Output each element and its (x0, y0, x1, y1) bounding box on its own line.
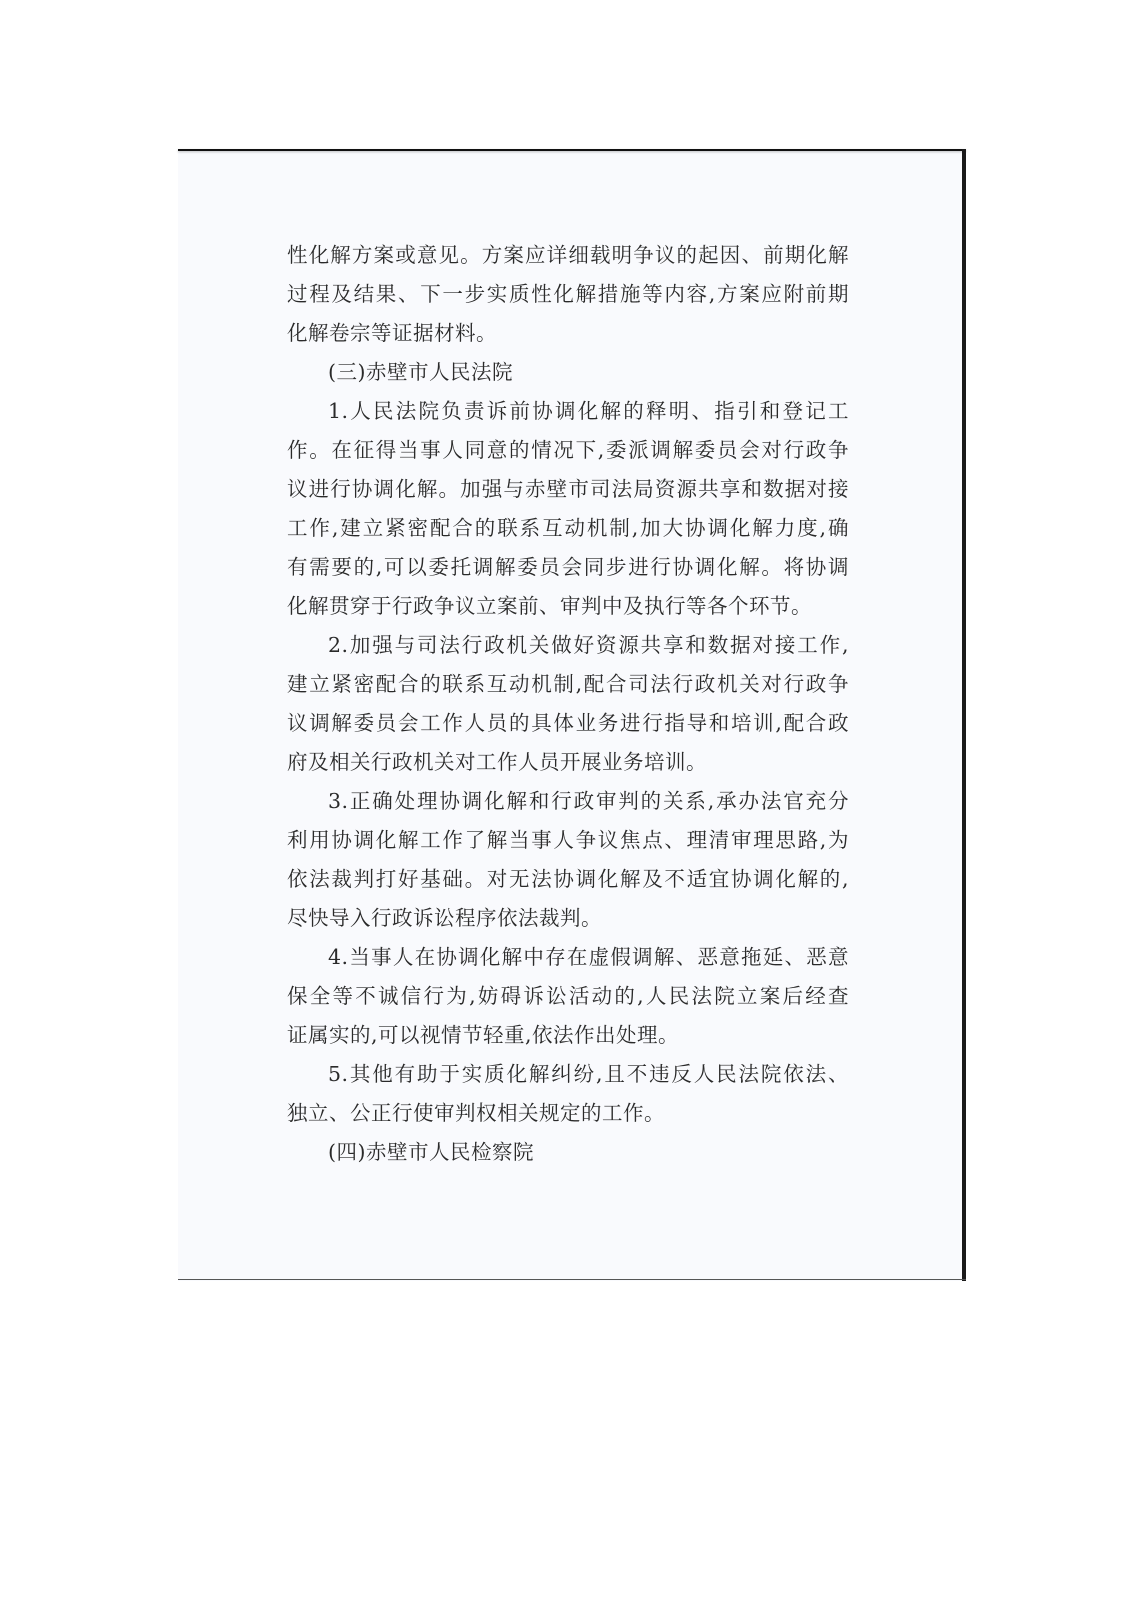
text-line: 保全等不诚信行为,妨碍诉讼活动的,人民法院立案后经查 (287, 984, 849, 1008)
text-line: 4.当事人在协调化解中存在虚假调解、恶意拖延、恶意 (328, 945, 849, 969)
text-line: 议调解委员会工作人员的具体业务进行指导和培训,配合政 (287, 711, 849, 735)
text-line: 1.人民法院负责诉前协调化解的释明、指引和登记工 (328, 399, 849, 423)
text-line: 证属实的,可以视情节轻重,依法作出处理。 (287, 1023, 680, 1047)
text-line: 建立紧密配合的联系互动机制,配合司法行政机关对行政争 (287, 672, 849, 696)
text-line: 利用协调化解工作了解当事人争议焦点、理清审理思路,为 (287, 828, 849, 852)
text-line: 化解贯穿于行政争议立案前、审判中及执行等各个环节。 (287, 594, 812, 618)
scan-shadow-right (962, 149, 966, 1281)
text-line: 2.加强与司法行政机关做好资源共享和数据对接工作, (328, 633, 849, 657)
text-line: 化解卷宗等证据材料。 (287, 321, 497, 345)
text-line: 依法裁判打好基础。对无法协调化解及不适宜协调化解的, (287, 867, 849, 891)
text-line: 议进行协调化解。加强与赤壁市司法局资源共享和数据对接 (287, 477, 849, 501)
text-line: 尽快导入行政诉讼程序依法裁判。 (287, 906, 602, 930)
document-body (287, 236, 849, 1172)
text-line: 工作,建立紧密配合的联系互动机制,加大协调化解力度,确 (287, 516, 849, 540)
text-line: 府及相关行政机关对工作人员开展业务培训。 (287, 750, 707, 774)
section-heading: (四)赤壁市人民检察院 (328, 1140, 534, 1164)
section-heading: (三)赤壁市人民法院 (328, 360, 513, 384)
text-line: 作。在征得当事人同意的情况下,委派调解委员会对行政争 (287, 438, 849, 462)
text-line: 有需要的,可以委托调解委员会同步进行协调化解。将协调 (287, 555, 849, 579)
text-line: 独立、公正行使审判权相关规定的工作。 (287, 1101, 665, 1125)
scan-shadow-top (178, 149, 966, 151)
text-line: 5.其他有助于实质化解纠纷,且不违反人民法院依法、 (328, 1062, 849, 1086)
text-line: 3.正确处理协调化解和行政审判的关系,承办法官充分 (328, 789, 849, 813)
scan-edge-bottom (178, 1279, 966, 1280)
text-line: 性化解方案或意见。方案应详细载明争议的起因、前期化解 (287, 243, 849, 267)
text-line: 过程及结果、下一步实质性化解措施等内容,方案应附前期 (287, 282, 849, 306)
